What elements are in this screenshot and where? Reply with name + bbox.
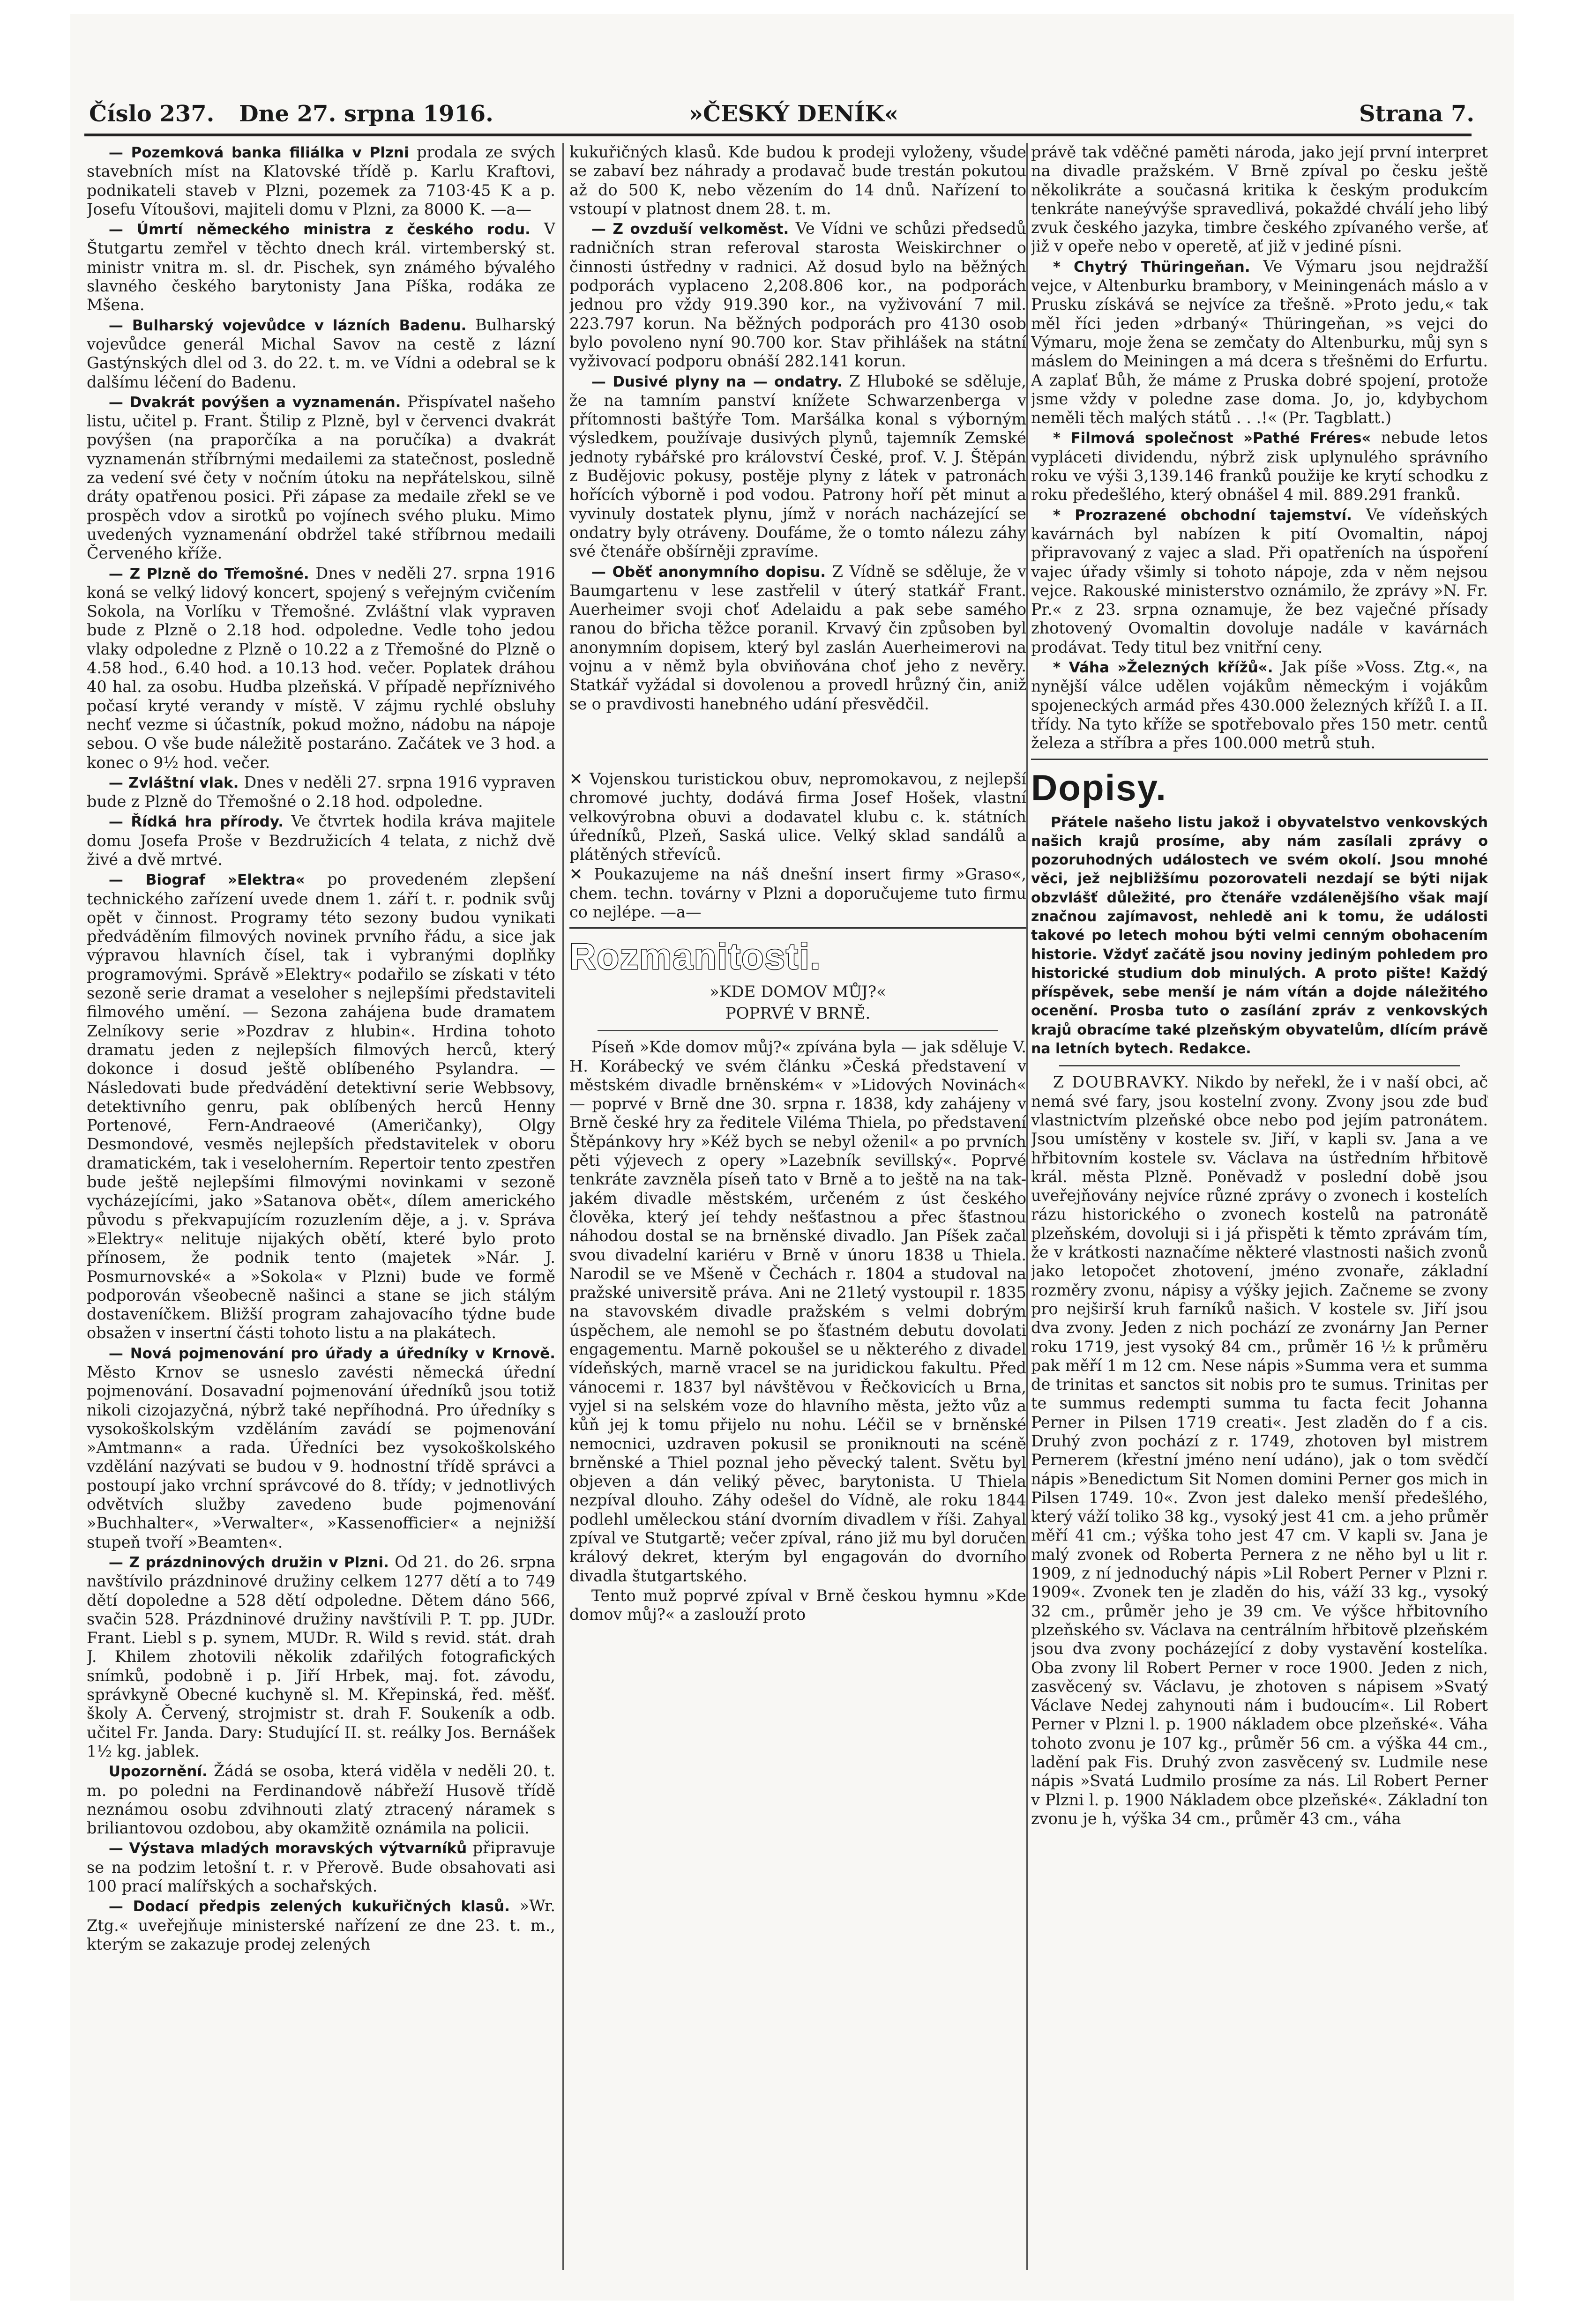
section-heading-dopisy: Dopisy. bbox=[1031, 767, 1167, 808]
article-heading: — Úmrtí německého ministra z českého rodu. bbox=[108, 221, 530, 238]
column-rule bbox=[562, 143, 564, 2270]
article-text: právě tak vděčné paměti národa, jako její první interpret na divadle pražském. V Brně zpíval po česku ještě několikráte a současná kritika k českým produkcím tenkráte naneývýše spravedlivá, pokaždé chválí jeho libý zvuk českého jazyka, timbre českého zpívaného verše, ať již v opeře nebo v operetě, ať již v jediné písni. bbox=[1031, 143, 1488, 256]
article-text: V Štutgartu zemřel v těchto dnech král. virtemberský st. ministr vnitra m. sl. dr. Pischek, syn známého bývalého slavného českého barytonisty Jana Píška, rodáka ze Mšena. bbox=[87, 220, 555, 314]
article bbox=[1031, 428, 1488, 504]
article-heading: * Filmová společnost »Pathé Fréres« bbox=[1053, 430, 1371, 447]
article-text: nebude letos vypláceti dividendu, nýbrž zisk uplynulého správního roku ve výši 3,139.146 franků použije ke krytí schodku z roku předešlého, který obnášel 4 mil. 889.291 franků. bbox=[1031, 428, 1488, 504]
divider bbox=[598, 1030, 998, 1031]
article bbox=[569, 562, 1026, 714]
article-text: Dnes v neděli 27. srpna 1916 vypraven bude z Plzně do Třemošné o 2.18 hod. odpoledne. bbox=[87, 773, 555, 811]
article-text: Ve Výmaru jsou nejdražší vejce, v Altenburku brambory, v Meiningenách máslo a v Prusku získává se nejvíce za třešně. »Proto jedu,« tak měl říci jeden »drbaný« Thüringeňan, »s vejci do Výmaru, moje žena se zemčaty do Altenburku, můj syn s máslem do Meiningen a má dcera s třešněmi do Erfurtu. A zaplať Bůh, že máme z Pruska dobré spojení, protože jsme vždy v poledne zase doma. Jo, jo, kdybychom neměli těch malých států . . .!« (Pr. Tagblatt.) bbox=[1031, 257, 1488, 427]
article-heading: — Pozemková banka filiálka v Plzni bbox=[108, 144, 409, 161]
article-heading: — Bulharský vojevůdce v lázních Badenu. bbox=[108, 317, 467, 334]
article bbox=[1031, 658, 1488, 752]
article-text: Jak píše »Voss. Ztg.«, na nynější válce udělen vojákům německým i vojákům spojeneckých armád přes 430.000 železných křížů I. a II. třídy. Na tyto kříže se spotřebovalo přes 150 metr. centů železa a stříbra a přes 100.000 metrů stuh. bbox=[1031, 658, 1488, 752]
feature-paragraph: Píseň »Kde domov můj?« zpívána byla — jak sděluje V. H. Korábecký ve svém článku »Česká představení v městském divadle brněnském« v »Lidových Novinách« — poprvé v Brně dne 30. srpna r. 1838, kdy zahájeny v Brně české hry za ředitele Viléma Thiela, po představení Štěpánkovy hry »Kéž bych se nebyl oženil« a po prvních pěti výjevech z opery »Lazebník sevillský«. Poprvé tenkráte zavzněla píseň tato v Brně a to ještě na na tak-jakém divadle městském, určeném z úst českého člověka, který jeí tehdy nešťastnou a přec šťastnou náhodou dostal se na brněnské divadlo. Jan Píšek začal svou divadelní kariéru v Brně v únoru 1838 u Thiela. Narodil se ve Mšeně v Čechách r. 1804 a studoval na pražské universitě práva. Ani ne 21letý vystoupil r. 1835 na stavovském divadle pražském s velmi dobrým úspěchem, ale nemohl se po šťastném debutu dovolati engagementu. Marně pokoušel se u některého z divadel vídeňských, marně vracel se na juridickou fakultu. Před vánocemi r. 1837 byl návštěvou v Řečkovicích u Brna, vyjel si na selském voze do hlavního města, ježto vůz a kůň jej k tomu přijelo nu nohu. Léčil se v brněnské nemocnici, uzdraven pokusil se proniknouti na scéně brněnské a Thiel poznal jeho pěvecký talent. Světu byl objeven a dán veliký pěvec, barytonista. U Thiela nezpíval dlouho. Záhy odešel do Vídně, ale roku 1844 podlehl uměleckou stání dvorním divadlem v říši. Zahyal zpíval ve Stutgartě; večer zpíval, ráno již mu byl doručen králový dekret, kterým byl engagován do dvorního divadla štutgartského. bbox=[569, 1038, 1026, 1585]
article bbox=[1031, 257, 1488, 428]
article bbox=[87, 393, 555, 563]
article-heading: — Dvakrát povýšen a vyznamenán. bbox=[108, 394, 401, 411]
article bbox=[87, 143, 555, 219]
article-doubravka bbox=[1031, 1073, 1488, 1828]
article-heading: * Váha »Železných křížů«. bbox=[1053, 659, 1273, 677]
article-heading: — Biograf »Elektra« bbox=[108, 872, 305, 889]
divider bbox=[1031, 759, 1488, 760]
section-heading-rozmanitosti: Rozmanitosti. bbox=[569, 936, 822, 977]
article-text: Z Vídně se sděluje, že v Baumgartenu v lese zastřelil v úterý statkář Frant. Auerheimer svoji choť Adelaidu a pak sebe samého ranou do břicha těžce poranil. Krvavý čin způsoben byl anonymním dopisem, který byl zaslán Auerheimerovi na vojnu a v němž byla obviňována choť jeho z nevěry. Statkář vyžádal si dovolenou a provedl hrůzný čin, aniž se o pravdivosti hanebného udání přesvědčil. bbox=[569, 562, 1026, 713]
article bbox=[87, 1553, 555, 1761]
col2-ads bbox=[569, 770, 1026, 922]
article-heading: Z DOUBRAVKY. bbox=[1053, 1073, 1190, 1092]
article bbox=[87, 1897, 555, 1954]
article-text: Dnes v neděli 27. srpna 1916 koná se velký lidový koncert, spojený s veřejným cvičením Sokola, na Vorlíku v Třemošné. Zvláštní vlak vypraven bude z Plzně o 2.18 hod. odpoledne. Vedle toho jedou vlaky odpoledne z Plzně o 10.22 a z Třemošné do Plzně o 4.58 hod., 6.40 hod. a 10.13 hod. večer. Poplatek dráhou 40 hal. za osobu. Hudba plzeňská. V případě nepříznivého počasí kryté verandy v místě. V zájmu rychlé obsluhy nechť vezme si účastník, pokud možno, nádobu na nápoje sebou. O vše bude náležitě postaráno. Začátek ve 3 hod. a konec o 9½ hod. večer. bbox=[87, 564, 555, 772]
article-heading: — Z Plzně do Třemošné. bbox=[108, 565, 309, 582]
dopisy-intro: Přátele našeho listu jakož i obyvatelstvo venkovských našich krajů prosíme, aby nám zasílali zprávy o pozoruhodných událostech ve svém okolí. Jsou mnohé věci, jež nejbližšímu pozorovateli nezdají se býti nijak obzvlášť důležité, pro čtenáře vzdálenějšího však mají značnou zajímavost, nehledě ani k tomu, že události takové po letech mohou býti velmi cenným obohacením historie. Vždyť začátě jsou noviny jediným pohledem pro historické studium dob minulých. A proto pište! Každý příspěvek, sebe menší je nám vítán a dojde náležitého ocenění. Prosba tuto o zasílání zpráv z venkovských krajů obracíme také plzeňským obyvatelům, dlícím právě na letních bytech. Redakce. bbox=[1031, 814, 1488, 1058]
article-heading: — Z prázdninových družin v Plzni. bbox=[108, 1554, 389, 1571]
article bbox=[87, 812, 555, 869]
column-2 bbox=[569, 143, 1026, 2270]
masthead bbox=[84, 101, 1475, 136]
issue-number: Číslo 237. bbox=[89, 101, 215, 127]
page-number: Strana 7. bbox=[1359, 101, 1475, 127]
column-1 bbox=[87, 143, 555, 2270]
article-text: Ve vídeňských kavárnách byl nabízen k pití Ovomaltin, nápoj připravovaný z vajec a slad. Při opatřeních na úspoření vajec úřady všimly si tohoto nápoje, zda v něm nejsou vejce. Rakouské ministerstvo oznámilo, že zprávy »N. Fr. Pr.« z 23. srpna oznamuje, že bez vaječné přísady zhotovený Ovomaltin dovoluje nadále v kavárnách prodávat. Tedy titul bez vnitřní ceny. bbox=[1031, 505, 1488, 656]
article bbox=[569, 372, 1026, 561]
article bbox=[87, 1344, 555, 1552]
article-text: Ve Vídni ve schůzi předsedů radničních stran referoval starosta Weiskirchner o činnosti ústředny v radnici. Až dosud bylo na běžných podporách vyplaceno 2,208.806 kor., na podporách jednou pro vždy 919.390 kor., na vyživování 7 mil. 223.797 korun. Na běžných podporách pro 4130 osob bylo povoleno nyní 90.700 kor. Stav přihlášek na státní vyživovací podporu obnáší 282.141 korun. bbox=[569, 219, 1026, 371]
newspaper-title: »ČESKÝ DENÍK« bbox=[689, 101, 899, 127]
article-text: Bulharský vojevůdce generál Michal Savov na cestě z lázní Gastýnských dlel od 3. do 22. t. m. ve Vídni a odebral se k dalšímu léčení do Badenu. bbox=[87, 315, 555, 391]
article bbox=[87, 870, 555, 1342]
article-text: prodala ze svých stavebních míst na Klatovské třídě p. Karlu Kraftovi, podnikateli staveb v Plzni, pozemek za 7103·45 K a p. Josefu Vítoušovi, majiteli domu v Plzni, za 8000 K. —a— bbox=[87, 143, 555, 218]
feature-paragraph: Tento muž poprvé zpíval v Brně českou hymnu »Kde domov můj?« a zaslouží proto bbox=[569, 1586, 1026, 1624]
article bbox=[87, 1762, 555, 1838]
article-heading: — Řídká hra přírody. bbox=[108, 813, 284, 831]
article bbox=[87, 1839, 555, 1896]
article-heading: — Dusivé plyny na — ondatry. bbox=[591, 373, 843, 390]
article-heading: — Dodací předpis zelených kukuřičných klasů. bbox=[108, 1898, 510, 1915]
article bbox=[87, 316, 555, 392]
article-text: Město Krnov se usneslo zavésti německá úřední pojmenování. Dosavadní pojmenování úředníků jsou totiž nikoli cizojazyčná, nýbrž také nepříhodná. Pro úředníky s vysokoškolským vzděláním zavádí se pojmenování »Amtmann« a rada. Úředníci bez vysokoškolského vzdělání nazývati se budou v 9. hodnostní třídě správci a postoupí jako vrchní správcové do 8. třídy; v jednotlivých odvětvích služby zavedeno bude pojmenování »Buchhalter«, »Verwalter«, »Kassenofficier« a nejnižší stupeň tvoří »Beamten«. bbox=[87, 1363, 555, 1551]
article bbox=[87, 564, 555, 772]
article-heading: — Z ovzduší velkoměst. bbox=[591, 221, 789, 238]
article-heading: — Oběť anonymního dopisu. bbox=[591, 563, 826, 581]
col1-articles bbox=[87, 143, 555, 1954]
article bbox=[569, 143, 1026, 218]
article-text: ✕ Poukazujeme na náš dnešní insert firmy »Graso«, chem. techn. továrny v Plzni a doporučujeme tuto firmu co nejlépe. —a— bbox=[569, 865, 1026, 921]
col2-articles bbox=[569, 143, 1026, 714]
article bbox=[569, 770, 1026, 864]
feature-title: »KDE DOMOV MŮJ?« bbox=[710, 983, 886, 1002]
article-text: Ve čtvrtek hodila kráva majitele domu Josefa Proše v Bezdružicích 4 telata, z nichž dvě živé a dvě mrtvé. bbox=[87, 812, 555, 869]
article bbox=[87, 220, 555, 314]
article bbox=[1031, 506, 1488, 657]
article-heading: * Prozrazené obchodní tajemství. bbox=[1053, 507, 1352, 524]
col3-articles bbox=[1031, 143, 1488, 753]
column-rule bbox=[1026, 143, 1028, 2270]
article-text: Z Hluboké se sděluje, že na tamním panství knížete Schwarzenberga v přítomnosti baštýře Tom. Maršálka konal s výborným výsledkem, používaje dusivých plynů, tajemník Zemské jednoty rybářské pro království České, prof. V. J. Štěpán z Budějovic pokusy, postěje plyny z látek v patronách hořících výborně i pod vodou. Patrony hoří pět minut a vyvinuly dostatek plynu, jímž v norách nacházející se ondatry byly otráveny. Doufáme, že o tomto nálezu záhy své čtenáře obšírněji zpravíme. bbox=[569, 372, 1026, 561]
article bbox=[569, 219, 1026, 371]
article-text: Přispívatel našeho listu, učitel p. Frant. Štilip z Plzně, byl v červenci dvakrát povýšen (na praporčíka a na poručíka) a dvakrát vyznamenán stříbrnými medailemi za statečnost, posledně za vedení své čety v nočním útoku na nepřátelskou, silně dráty opatřenou posici. Při zápase za medaile zřekl se ve prospěch vdov a sirotků po vojínech svého pluku. Mimo uvedených vyznamenání obdržel také stříbrnou medaili Červeného kříže. bbox=[87, 392, 555, 563]
article-heading: Upozornění. bbox=[108, 1763, 208, 1780]
article-text: »Wr. Ztg.« uveřejňuje ministerské nařízení ze dne 23. t. m., kterým se zakazuje prodej zelených bbox=[87, 1897, 555, 1953]
article bbox=[1031, 143, 1488, 256]
article-heading: * Chytrý Thüringeňan. bbox=[1053, 258, 1250, 276]
article-text: Od 21. do 26. srpna navštívilo prázdninové družiny celkem 1277 dětí a to 749 dětí dopoledne a 528 dětí odpoledne. Dětem dáno 566, svačin 528. Prázdninové družiny navštívili P. T. pp. JUDr. Frant. Liebl s p. synem, MUDr. R. Wild s revid. stát. drah J. Khilem zhotovili několik zdařilých fotografických snímků, podobně i p. Jiří Hrbek, maj. fot. závodu, správkyně Obecné kuchyně sl. M. Křepinská, řed. měšť. školy A. Červený, strojmistr st. drah F. Soukeník a odb. učitel Fr. Janda. Dary: Studující II. st. reálky Jos. Bernášek 1½ kg. jablek. bbox=[87, 1552, 555, 1760]
article-heading: — Výstava mladých moravských výtvarníků bbox=[108, 1840, 467, 1857]
divider bbox=[1059, 1065, 1460, 1066]
article-text: kukuřičných klasů. Kde budou k prodeji vyloženy, všude se zabaví bez náhrady a prodavač bude trestán pokutou až do 500 K, nebo vězením do 14 dnů. Nařízení to vstoupí v platnost dnem 28. t. m. bbox=[569, 143, 1026, 218]
article bbox=[87, 773, 555, 812]
article-heading: — Nová pojmenování pro úřady a úředníky v Krnově. bbox=[108, 1345, 555, 1362]
article-text: ✕ Vojenskou turistickou obuv, nepromokavou, z nejlepší chromové juchty, dodává firma Josef Hošek, vlastní velkovýrobna obuvi a dodavatel klubu c. k. státních úředníků, Plzeň, Saská ulice. Velký sklad sandálů a plátěných střevíců. bbox=[569, 769, 1026, 864]
article-heading: — Zvláštní vlak. bbox=[108, 774, 239, 791]
issue-date: Dne 27. srpna 1916. bbox=[239, 101, 493, 127]
article-text: Žádá se osoba, která viděla v neděli 20. t. m. po poledni na Ferdinandově nábřeží Husově třídě neznámou osobu zdvihnouti zlatý ztracený náramek s briliantovou ozdobou, aby okamžitě oznámila na policii. bbox=[87, 1762, 555, 1838]
article bbox=[569, 865, 1026, 922]
article-text: Nikdo by neřekl, že i v naší obci, ač nemá své fary, jsou kostelní zvony. Zvony jsou zde buď vlastnictvím plzeňské obce nebo pod jejím patronátem. Jsou umístěny v kostele sv. Jiří, v kapli sv. Jana a ve hřbitovním kostele sv. Václava na ústředním hřbitově král. města Plzně. Poněvadž v poslední době jsou uveřejňovány nejvíce různé zprávy o zvonech i kostelích rázu historického o zvonech kostelů na patronátě plzeňském, dovoluji si i já přispěti k těmto zprávám tím, že v krátkosti naznačíme některé vlastnosti našich zvonů jako letopočet zhotovení, jméno zvonaře, základní rozměry zvonu, nápisy a výšky jejich. Začneme se zvony pro nejširší kruh farníků našich. V kostele sv. Jiří jsou dva zvony. Jeden z nich pochází ze zvonárny Jan Perner roku 1719, jest vysoký 84 cm., průměr 16 ½ k průměru pak měří 1 m 12 cm. Nese nápis »Summa vera et summa de trinitas et sanctos sit nobis pro te sumus. Trinitas per te summus redempti summa tu facta fecit Johanna Perner in Pilsen 1719 creati«. Jest zladěn do f a cis. Druhý zvon pochází z r. 1749, zhotoven byl mistrem Pernerem (křestní jméno není udáno), jak o tom svědčí nápis »Benedictum Sit Nomen domini Perner gos mich in Pilsen 1749. 10«. Zvon jest daleko menší předešlého, který váží toliko 38 kg., vysoký jest 41 cm. a jeho průměr měří 41 cm.; výška toho jest 47 cm. V kapli sv. Jana je malý zvonek od Roberta Pernera z ne něho byl u lit r. 1909, z ní jednoduchý nápis »Lil Robert Perner v Plzni r. 1909«. Zvonek ten je zladěn do his, váží 33 kg., vysoký 32 cm., průměr jeho je 39 cm. Ve výšce hřbitovního plzeňského sv. Václava na centrálním hřbitově plzeňském jsou dva zvony pocházející z doby vystavění kostelíka. Oba zvony lil Robert Perner v roce 1900. Jeden z nich, zasvěcený sv. Václavu, je zhotoven s nápisem »Svatý Václave Nedej zahynouti nám i budoucím«. Lil Robert Perner v Plzni l. p. 1900 nákladem obce plzeňské«. Váha tohoto zvonu je 107 kg., průměr 56 cm. a výška 44 cm., ladění pak Fis. Druhý zvon zasvěcený sv. Ludmile nese nápis »Svatá Ludmilo prosíme za nás. Lil Robert Perner v Plzni l. p. 1900 Nákladem obce plzeňské«. Základní ton zvonu je h, výška 34 cm., průměr 43 cm., váha bbox=[1031, 1073, 1488, 1828]
article-text: připravuje se na podzim letošní t. r. v Přerově. Bude obsahovati asi 100 prací malířských a sochařských. bbox=[87, 1839, 555, 1896]
divider bbox=[569, 927, 1026, 929]
column-3 bbox=[1031, 143, 1488, 2270]
article-text: po provedeném zlepšení technického zařízení uvede dnem 1. září t. r. podnik svůj opět v činnost. Programy této sezony budou vynikati předváděním filmových novinek prvního řádu, a sice jak výpravou hlavních čísel, tak i vybranými doplňky programovými. Správě »Elektry« podařilo se získati v této sezoně serie dramat a veseloher s nejlepšími představiteli filmového umění. — Sezona zahájena bude dramatem Zelníkovy serie »Pozdrav z hlubin«. Hrdina tohoto dramatu jeden z nejlepších filmových herců, který dokonce i dosud ještě oblíbeného Psylandra. — Následovati bude předvádění detektivní serie Webbsovy, detektivního genru, pak oblíbených herců Henny Portenové, Fern-Andraeové (Američanky), Olgy Desmondové, vesměs nejlepších představitelek v oboru dramatickém, tak i veseloherním. Repertoir tento zpestřen bude ještě nejlepšími filmovými novinkami v sezoně vycházejícími, jako »Satanova obět«, dílem amerického původu s překvapujícím rozuzlením děje, a j. v. Správa »Elektry« nelituje nijakých obětí, které bylo proto přínosem, že podnik tento (majetek »Nár. J. Posmurnovské« a »Sokola« v Plzni) bude ve formě podporován všeobecně našinci a stane se jich stálým dostaveníčkem. Bližší program zahajovacího týdne bude obsažen v insertní části tohoto listu a na plakátech. bbox=[87, 870, 555, 1342]
feature-subtitle: POPRVÉ V BRNĚ. bbox=[725, 1004, 871, 1023]
